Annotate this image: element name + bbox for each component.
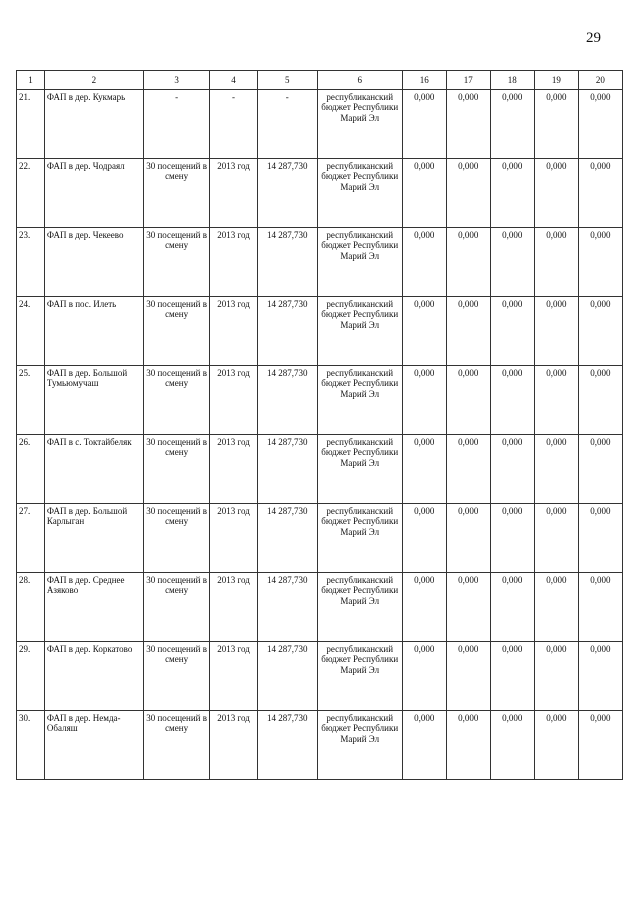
year-cell: 2013 год [210,573,257,642]
value-cell-17: 0,000 [446,435,490,504]
year-cell: 2013 год [210,642,257,711]
page-number: 29 [586,30,601,46]
value-cell-17: 0,000 [446,228,490,297]
value-cell-17: 0,000 [446,504,490,573]
row-number: 30. [17,711,45,780]
funding-source-cell: республиканский бюджет Республики Марий Эл [317,90,402,159]
object-name: ФАП в дер. Большой Тумьюмучаш [44,366,143,435]
value-cell-18: 0,000 [490,297,534,366]
value-cell-17: 0,000 [446,297,490,366]
value-cell-19: 0,000 [534,366,578,435]
object-name: ФАП в дер. Большой Карлыган [44,504,143,573]
funding-source-cell: республиканский бюджет Республики Марий Эл [317,297,402,366]
row-number: 24. [17,297,45,366]
value-cell-20: 0,000 [578,711,622,780]
value-cell-19: 0,000 [534,159,578,228]
row-number: 22. [17,159,45,228]
object-name: ФАП в дер. Немда-Обаляш [44,711,143,780]
value-cell-20: 0,000 [578,573,622,642]
row-number: 27. [17,504,45,573]
row-number: 28. [17,573,45,642]
value-cell-16: 0,000 [402,504,446,573]
value-cell-16: 0,000 [402,435,446,504]
table-row [17,435,623,504]
column-header: 4 [210,71,257,90]
value-cell-16: 0,000 [402,711,446,780]
table-row [17,228,623,297]
value-cell-16: 0,000 [402,90,446,159]
value-cell-18: 0,000 [490,642,534,711]
capacity-cell: - [143,90,210,159]
funding-source-cell: республиканский бюджет Республики Марий Эл [317,228,402,297]
funding-source-cell: республиканский бюджет Республики Марий Эл [317,435,402,504]
table-row [17,297,623,366]
value-cell-19: 0,000 [534,297,578,366]
value-cell-18: 0,000 [490,573,534,642]
value-cell-19: 0,000 [534,504,578,573]
row-number: 29. [17,642,45,711]
column-header: 5 [257,71,317,90]
value-cell-19: 0,000 [534,642,578,711]
value-cell-19: 0,000 [534,573,578,642]
value-cell-20: 0,000 [578,366,622,435]
value-cell-17: 0,000 [446,573,490,642]
value-cell-18: 0,000 [490,504,534,573]
value-cell-20: 0,000 [578,642,622,711]
object-name: ФАП в пос. Илеть [44,297,143,366]
cost-cell: 14 287,730 [257,228,317,297]
value-cell-17: 0,000 [446,642,490,711]
value-cell-18: 0,000 [490,435,534,504]
column-header: 1 [17,71,45,90]
column-header: 18 [490,71,534,90]
value-cell-19: 0,000 [534,90,578,159]
cost-cell: 14 287,730 [257,504,317,573]
row-number: 21. [17,90,45,159]
value-cell-17: 0,000 [446,711,490,780]
capacity-cell: 30 посещений в смену [143,573,210,642]
funding-source-cell: республиканский бюджет Республики Марий Эл [317,504,402,573]
table-row [17,366,623,435]
value-cell-18: 0,000 [490,228,534,297]
table-row [17,159,623,228]
column-header: 3 [143,71,210,90]
capacity-cell: 30 посещений в смену [143,297,210,366]
value-cell-18: 0,000 [490,711,534,780]
financing-table [16,70,623,780]
column-header: 16 [402,71,446,90]
funding-source-cell: республиканский бюджет Республики Марий Эл [317,366,402,435]
value-cell-16: 0,000 [402,297,446,366]
value-cell-20: 0,000 [578,228,622,297]
funding-source-cell: республиканский бюджет Республики Марий Эл [317,573,402,642]
year-cell: 2013 год [210,504,257,573]
funding-source-cell: республиканский бюджет Республики Марий Эл [317,159,402,228]
object-name: ФАП в дер. Среднее Азяково [44,573,143,642]
table-row [17,711,623,780]
table-row [17,90,623,159]
year-cell: 2013 год [210,159,257,228]
value-cell-20: 0,000 [578,435,622,504]
object-name: ФАП в дер. Коркатово [44,642,143,711]
financing-table-container [16,70,623,780]
capacity-cell: 30 посещений в смену [143,435,210,504]
year-cell: 2013 год [210,711,257,780]
value-cell-20: 0,000 [578,504,622,573]
year-cell: 2013 год [210,228,257,297]
capacity-cell: 30 посещений в смену [143,504,210,573]
value-cell-17: 0,000 [446,159,490,228]
cost-cell: 14 287,730 [257,573,317,642]
value-cell-16: 0,000 [402,159,446,228]
column-number-row [17,71,623,90]
capacity-cell: 30 посещений в смену [143,366,210,435]
value-cell-17: 0,000 [446,90,490,159]
capacity-cell: 30 посещений в смену [143,159,210,228]
object-name: ФАП в с. Токтайбеляк [44,435,143,504]
value-cell-19: 0,000 [534,711,578,780]
value-cell-17: 0,000 [446,366,490,435]
cost-cell: 14 287,730 [257,642,317,711]
object-name: ФАП в дер. Чодраял [44,159,143,228]
table-row [17,573,623,642]
value-cell-20: 0,000 [578,159,622,228]
cost-cell: 14 287,730 [257,711,317,780]
capacity-cell: 30 посещений в смену [143,642,210,711]
column-header: 19 [534,71,578,90]
cost-cell: 14 287,730 [257,297,317,366]
value-cell-18: 0,000 [490,90,534,159]
column-header: 6 [317,71,402,90]
table-row [17,504,623,573]
object-name: ФАП в дер. Кукмарь [44,90,143,159]
year-cell: 2013 год [210,435,257,504]
value-cell-20: 0,000 [578,90,622,159]
value-cell-16: 0,000 [402,228,446,297]
column-header: 17 [446,71,490,90]
row-number: 26. [17,435,45,504]
funding-source-cell: республиканский бюджет Республики Марий Эл [317,642,402,711]
column-header: 2 [44,71,143,90]
capacity-cell: 30 посещений в смену [143,228,210,297]
capacity-cell: 30 посещений в смену [143,711,210,780]
row-number: 23. [17,228,45,297]
value-cell-19: 0,000 [534,228,578,297]
cost-cell: 14 287,730 [257,435,317,504]
value-cell-19: 0,000 [534,435,578,504]
value-cell-16: 0,000 [402,573,446,642]
value-cell-16: 0,000 [402,366,446,435]
funding-source-cell: республиканский бюджет Республики Марий Эл [317,711,402,780]
year-cell: 2013 год [210,366,257,435]
year-cell: 2013 год [210,297,257,366]
cost-cell: 14 287,730 [257,366,317,435]
table-row [17,642,623,711]
year-cell: - [210,90,257,159]
row-number: 25. [17,366,45,435]
value-cell-18: 0,000 [490,159,534,228]
value-cell-20: 0,000 [578,297,622,366]
cost-cell: - [257,90,317,159]
column-header: 20 [578,71,622,90]
object-name: ФАП в дер. Чекеево [44,228,143,297]
cost-cell: 14 287,730 [257,159,317,228]
value-cell-18: 0,000 [490,366,534,435]
value-cell-16: 0,000 [402,642,446,711]
